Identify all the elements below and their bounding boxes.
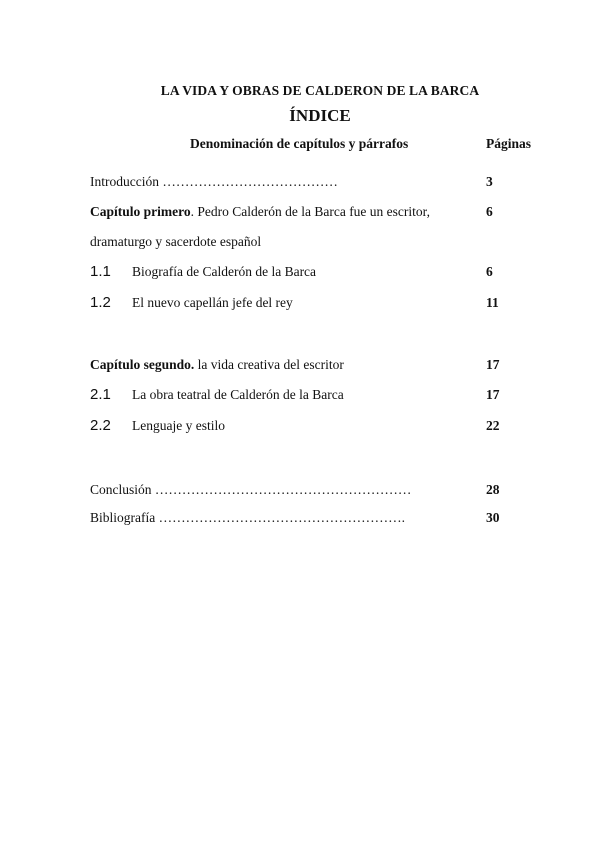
chapter2-text: la vida creativa del escritor [194, 357, 344, 372]
section-1-2-title: El nuevo capellán jefe del rey [132, 295, 293, 310]
section-2-1-title: La obra teatral de Calderón de la Barca [132, 387, 344, 402]
section-1-2-page: 11 [486, 295, 499, 310]
conclusion-page: 28 [486, 482, 500, 497]
chapter2-page: 17 [486, 357, 500, 372]
section-2-2-title: Lenguaje y estilo [132, 418, 225, 433]
document-title: LA VIDA Y OBRAS DE CALDERON DE LA BARCA [160, 83, 480, 98]
section-1-1-number: 1.1 [90, 263, 111, 280]
index-heading: ÍNDICE [289, 106, 351, 125]
chapter2-label: Capítulo segundo. [90, 357, 195, 372]
section-2-2-page: 22 [486, 418, 500, 433]
introduction-page: 3 [486, 174, 493, 189]
section-1-2-number: 1.2 [90, 294, 111, 311]
conclusion-entry: Conclusión ………………………………………………… [90, 482, 412, 497]
introduction-entry: Introducción ………………………………… [90, 174, 338, 189]
section-2-1-page: 17 [486, 387, 500, 402]
bibliography-page: 30 [486, 510, 500, 525]
chapter1-page: 6 [486, 204, 493, 219]
chapter1-entry [90, 204, 430, 220]
chapter1-text: . Pedro Calderón de la Barca fue un escritor, [190, 204, 430, 219]
section-2-1-number: 2.1 [90, 386, 111, 403]
chapter1-label: Capítulo primero [90, 204, 191, 219]
chapter2-entry [90, 357, 344, 373]
section-1-1-page: 6 [486, 264, 493, 279]
section-1-1-title: Biografía de Calderón de la Barca [132, 264, 317, 279]
section-2-2-number: 2.2 [90, 417, 111, 434]
pages-column-header: Páginas [486, 136, 532, 151]
chapters-column-header: Denominación de capítulos y párrafos [190, 136, 409, 151]
chapter1-text-continued: dramaturgo y sacerdote español [90, 234, 262, 249]
bibliography-entry: Bibliografía ………………………………………………. [90, 510, 405, 525]
